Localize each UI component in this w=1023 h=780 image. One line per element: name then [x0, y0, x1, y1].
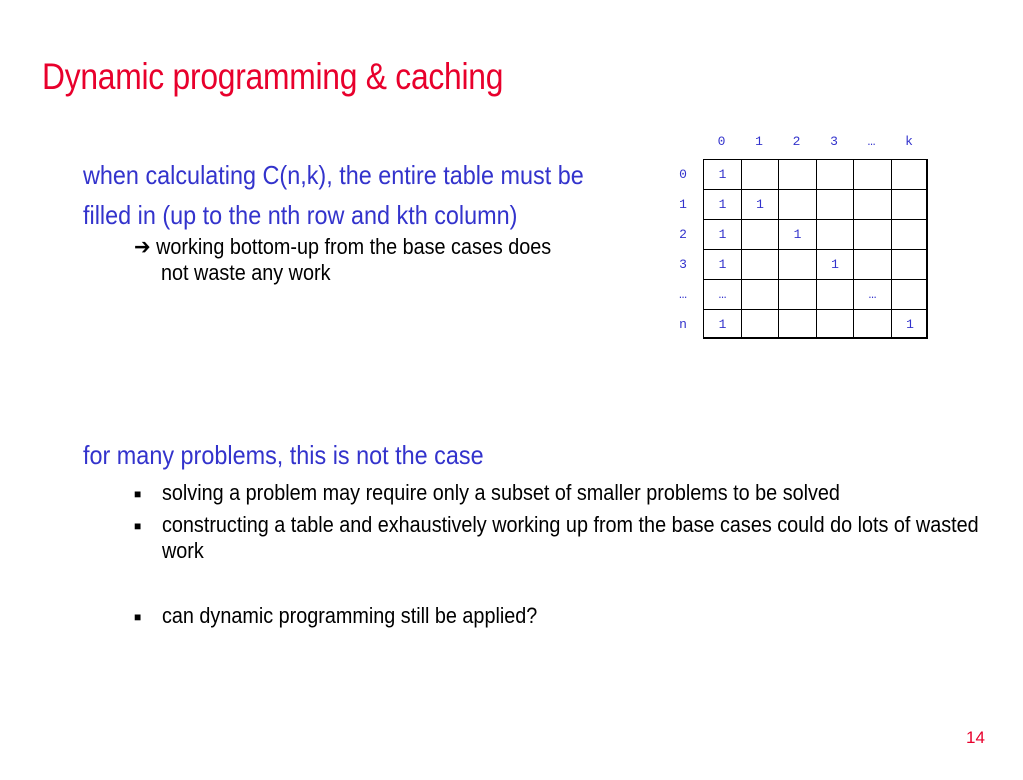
- table-cell: 1: [718, 317, 727, 332]
- table-cell: [742, 280, 779, 310]
- slide-title: Dynamic programming & caching: [42, 56, 504, 97]
- subpoint-bottom-up: [134, 234, 620, 286]
- table-cell: [742, 250, 779, 280]
- bullet-square-icon: ■: [134, 519, 142, 533]
- table-row-header: 2: [679, 227, 687, 242]
- table-cell: [817, 160, 854, 190]
- table-cell: [854, 190, 891, 220]
- table-col-header: 0: [717, 134, 726, 149]
- point-table-fill: when calculating C(n,k), the entire table must be filled in (up to the nth row and kth column): [83, 160, 584, 230]
- table-cell: [854, 310, 891, 340]
- table-row-header: n: [679, 317, 687, 332]
- table-cell: …: [868, 287, 877, 302]
- table-row-header: 3: [679, 257, 687, 272]
- subpoint-line-1: working bottom-up from the base cases does: [156, 234, 552, 259]
- table-cell: [892, 190, 929, 220]
- table-cell: [817, 220, 854, 250]
- table-row-header: 1: [679, 197, 687, 212]
- table-cell: [742, 220, 779, 250]
- table-cell: 1: [756, 197, 764, 212]
- table-cell: 1: [718, 167, 727, 182]
- bullet-wasted-work: constructing a table and exhaustively working up from the base cases could do lots of wasted work: [162, 512, 979, 563]
- table-cell: [892, 250, 929, 280]
- table-cell: 1: [718, 257, 727, 272]
- bullet-square-icon: ■: [134, 610, 142, 624]
- table-cell: [742, 310, 779, 340]
- table-cell: 1: [831, 257, 839, 272]
- table-cell: [892, 160, 929, 190]
- table-cell: [779, 250, 816, 280]
- table-cell: [779, 160, 816, 190]
- page-number: 14: [966, 728, 985, 747]
- table-cell: [854, 160, 891, 190]
- table-col-header: 3: [830, 134, 838, 149]
- table-cell: [854, 250, 891, 280]
- table-col-header: k: [905, 134, 913, 149]
- table-row-header: …: [679, 287, 687, 302]
- table-cell: [742, 160, 779, 190]
- bullet-subset: solving a problem may require only a subset of smaller problems to be solved: [162, 480, 840, 505]
- point-many-problems: for many problems, this is not the case: [83, 440, 484, 470]
- table-cell: [779, 280, 816, 310]
- table-cell: [779, 190, 816, 220]
- table-cell: …: [718, 287, 727, 302]
- table-cell: [817, 280, 854, 310]
- right-arrow-icon: ➔: [134, 234, 151, 259]
- table-cell: [779, 310, 816, 340]
- bullet-square-icon: ■: [134, 487, 142, 501]
- table-col-header: …: [867, 134, 876, 149]
- table-cell: [892, 280, 929, 310]
- table-cell: 1: [718, 197, 727, 212]
- table-grid: [703, 159, 928, 339]
- bullet-question: can dynamic programming still be applied?: [162, 603, 538, 628]
- table-cell: 1: [718, 227, 727, 242]
- table-cell: [892, 220, 929, 250]
- table-cell: 1: [906, 317, 914, 332]
- table-col-header: 1: [755, 134, 763, 149]
- table-cell: [817, 310, 854, 340]
- subpoint-line-2: not waste any work: [161, 260, 331, 285]
- table-cell: [817, 190, 854, 220]
- table-col-header: 2: [792, 134, 801, 149]
- table-cell: 1: [793, 227, 802, 242]
- table-row-header: 0: [679, 167, 687, 182]
- table-cell: [854, 220, 891, 250]
